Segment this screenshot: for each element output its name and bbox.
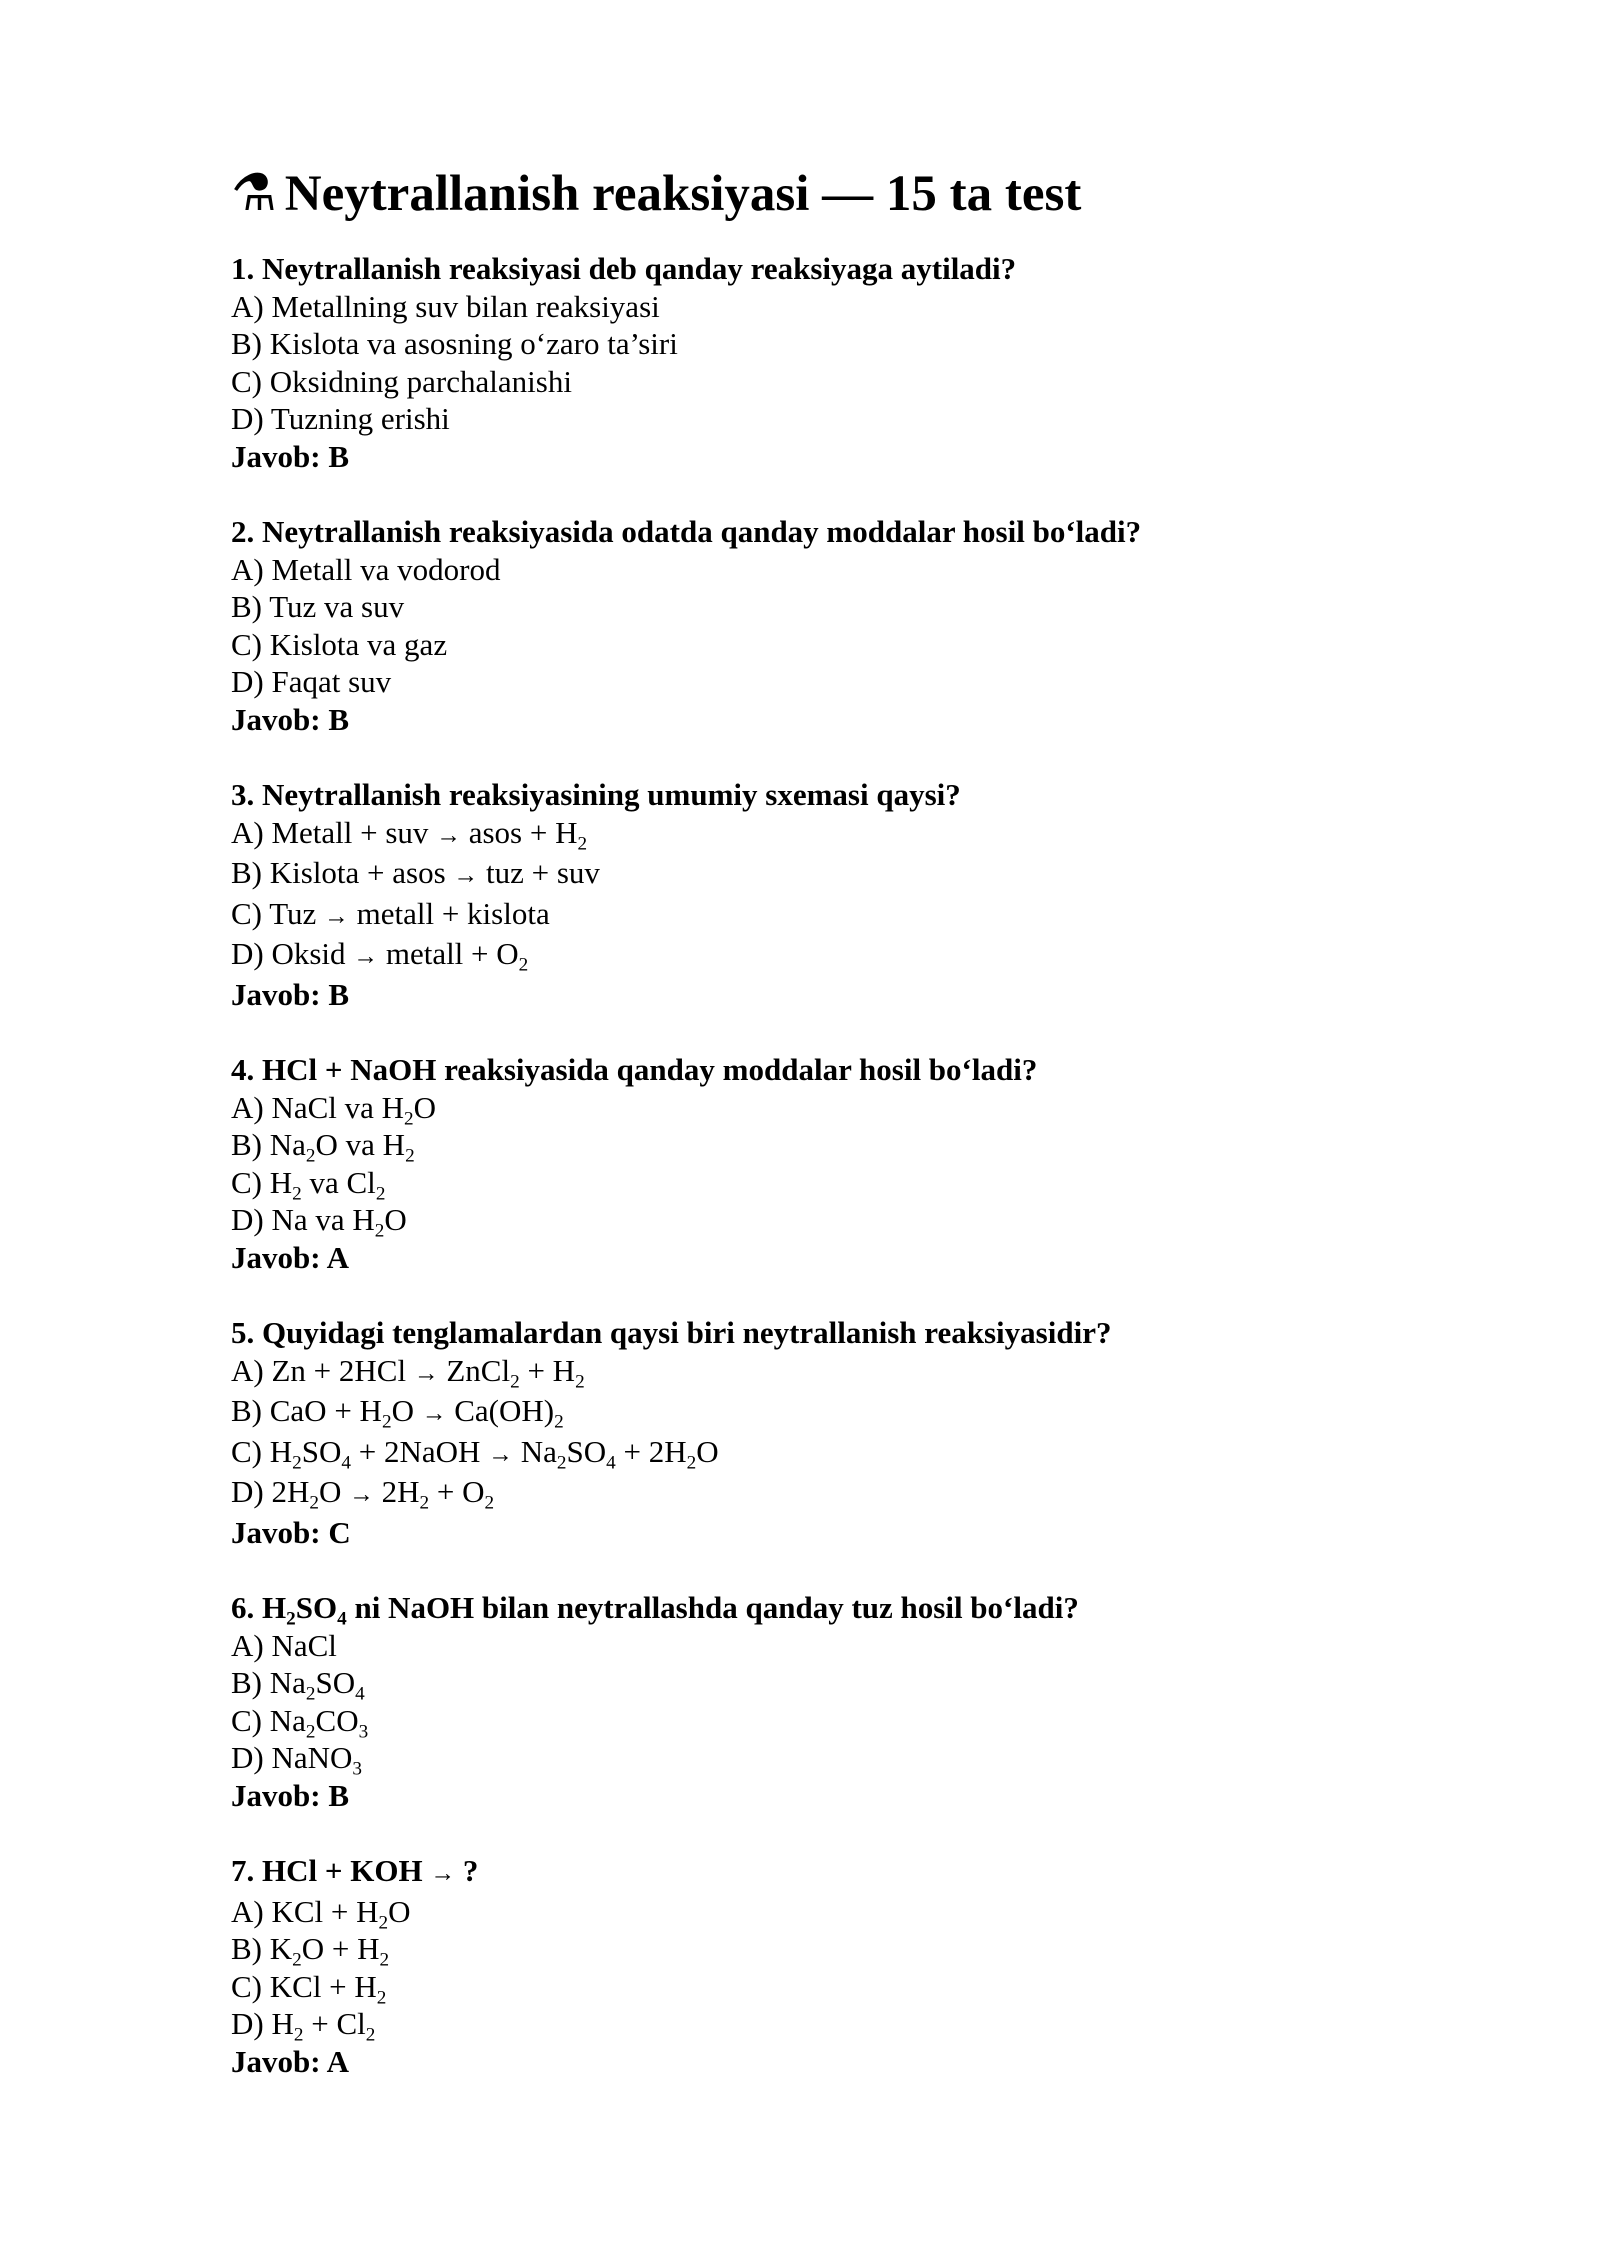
correct-answer: Javob: B <box>231 438 349 474</box>
answer-option: C) $H_2SO_4$ + 2NaOH → $Na_2SO_4 + 2H_2O$ <box>231 1433 719 1474</box>
question-block <box>231 513 1431 738</box>
question-prompt: Neytrallanish reaksiyasida odatda qanday moddalar hosil bo‘ladi? <box>262 514 1142 549</box>
correct-answer: Javob: B <box>231 976 349 1012</box>
answer-option: B) CaO + $H_2O \to Ca(OH)_2$ <box>231 1393 564 1433</box>
question-prompt: Quyidagi tenglamalardan qaysi biri neytrallanish reaksiyasidir? <box>262 1315 1112 1350</box>
page-title <box>231 160 1431 228</box>
answer-option: A) Metall + suv → asos + $H_2$ <box>231 814 588 855</box>
answer-option: C) $Na_2CO_3$ <box>231 1702 369 1743</box>
answer-option: D) $2H_2O \to 2H_2 + O_2$ <box>231 1474 495 1514</box>
answer-option: B) Kislota va asosning o‘zaro ta’siri <box>231 326 678 361</box>
question-number: 4. <box>231 1052 255 1087</box>
question-block <box>231 1589 1431 1814</box>
answer-option: D) Oksid → metall + $O_2$ <box>231 936 529 976</box>
answer-option: D) $H_2 + Cl_2$ <box>231 2006 376 2046</box>
question-number: 1. <box>231 251 255 286</box>
page-title-text: Neytrallanish reaksiyasi — 15 ta test <box>284 166 1082 222</box>
question-text <box>231 1852 1431 1893</box>
question-list <box>231 250 1431 2080</box>
question-block <box>231 1314 1431 1551</box>
question-number: 3. <box>231 777 255 812</box>
question-prompt: Neytrallanish reaksiyasining umumiy sxemasi qaysi? <box>262 777 961 812</box>
answer-option: B) Tuz va suv <box>231 589 405 624</box>
question-block <box>231 1051 1431 1276</box>
correct-answer: Javob: A <box>231 2043 349 2079</box>
question-text <box>231 776 1431 814</box>
answer-option: A) NaCl va $H_2O$ <box>231 1089 437 1130</box>
answer-option: C) Tuz → metall + kislota <box>231 895 550 931</box>
document-page <box>231 160 1431 2118</box>
question-prompt: HCl + KOH → ? <box>262 1853 479 1888</box>
answer-option: D) NaNO$_3$ <box>231 1740 362 1780</box>
question-text <box>231 513 1431 551</box>
question-prompt: Neytrallanish reaksiyasi deb qanday reaksiyaga aytiladi? <box>262 251 1017 286</box>
answer-option: A) KCl + $H_2O$ <box>231 1893 411 1934</box>
question-number: 5. <box>231 1315 255 1350</box>
answer-option: B) $Na_2O$ va $H_2$ <box>231 1127 415 1167</box>
question-block <box>231 250 1431 475</box>
answer-option: C) Kislota va gaz <box>231 626 448 662</box>
correct-answer: Javob: A <box>231 1239 349 1275</box>
question-text <box>231 1314 1431 1352</box>
question-prompt: $H_2SO_4$ ni NaOH bilan neytrallashda qanday tuz hosil bo‘ladi? <box>262 1590 1079 1630</box>
question-prompt: HCl + NaOH reaksiyasida qanday moddalar hosil bo‘ladi? <box>262 1052 1038 1087</box>
question-number: 6. <box>231 1590 255 1625</box>
flask-icon: ⚗ <box>231 166 277 222</box>
question-text <box>231 1051 1431 1089</box>
correct-answer: Javob: B <box>231 701 349 737</box>
answer-option: A) NaCl <box>231 1627 337 1663</box>
answer-option: D) Faqat suv <box>231 664 392 699</box>
correct-answer: Javob: B <box>231 1777 349 1813</box>
question-block <box>231 776 1431 1013</box>
answer-option: A) Zn + 2HCl → ZnCl$_2$ + $H_2$ <box>231 1352 585 1393</box>
answer-option: B) $K_2O + H_2$ <box>231 1931 390 1971</box>
answer-option: A) Metallning suv bilan reaksiyasi <box>231 288 660 324</box>
answer-option: B) Kislota + asos → tuz + suv <box>231 855 600 890</box>
answer-option: C) $H_2$ va $Cl_2$ <box>231 1164 386 1205</box>
question-text <box>231 250 1431 288</box>
answer-option: C) KCl + $H_2$ <box>231 1968 387 2009</box>
correct-answer: Javob: C <box>231 1514 351 1550</box>
answer-option: D) Tuzning erishi <box>231 401 450 436</box>
question-number: 7. <box>231 1853 255 1888</box>
answer-option: A) Metall va vodorod <box>231 551 501 587</box>
question-number: 2. <box>231 514 255 549</box>
answer-option: D) Na va $H_2O$ <box>231 1202 407 1242</box>
answer-option: B) $Na_2SO_4$ <box>231 1665 365 1705</box>
answer-option: C) Oksidning parchalanishi <box>231 363 572 399</box>
question-block <box>231 1852 1431 2080</box>
question-text <box>231 1589 1431 1630</box>
